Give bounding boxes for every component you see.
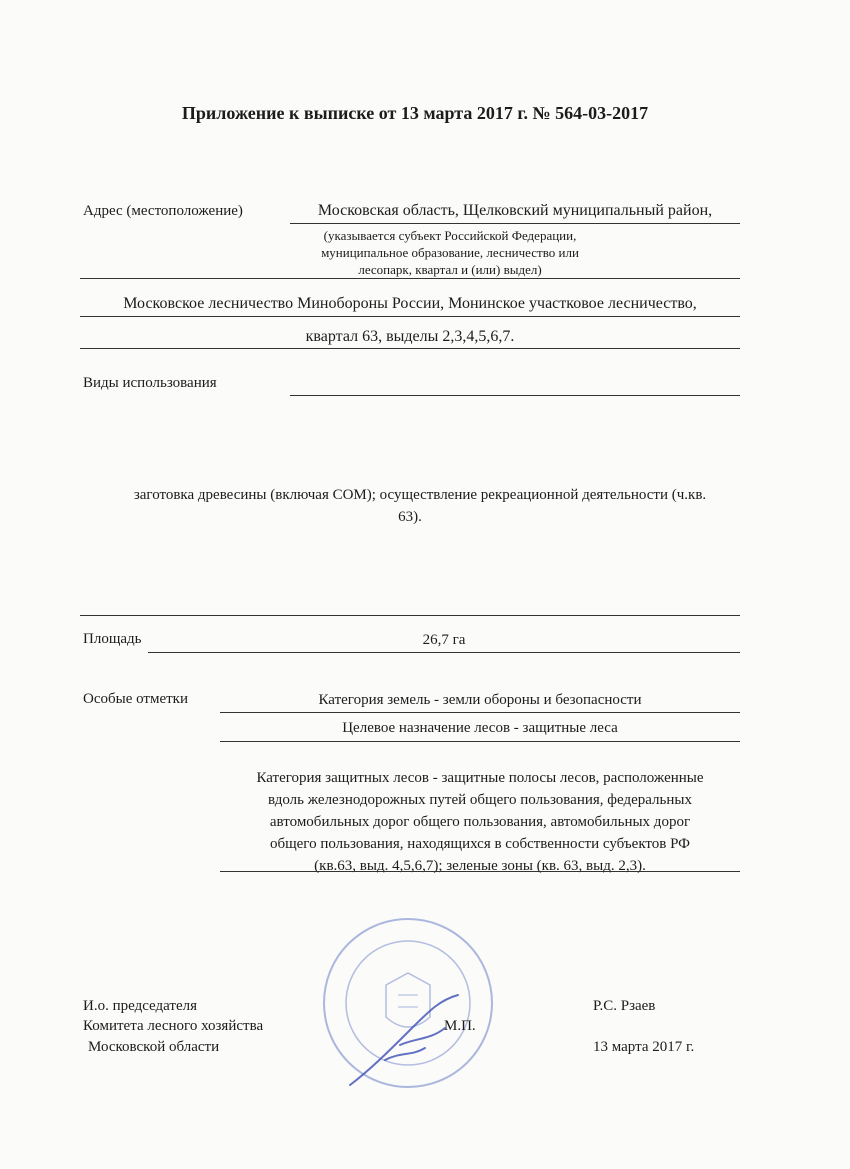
notes-rule-1: [220, 712, 740, 713]
area-value: 26,7 га: [422, 632, 466, 648]
signature-date: 13 марта 2017 г.: [593, 1039, 695, 1055]
signer-role-line3: Московской области: [88, 1039, 220, 1055]
address-rule-4: [80, 348, 740, 349]
address-line2: Московское лесничество Минобороны России, Монинское участковое лесничество,: [123, 295, 697, 312]
signer-role-line2: Комитета лесного хозяйства: [83, 1018, 264, 1034]
address-label: Адрес (местоположение): [83, 203, 243, 219]
usage-text-line1: заготовка древесины (включая СОМ); осуществление рекреационной деятельности (ч.кв.: [133, 487, 707, 503]
address-underline: [290, 223, 740, 224]
notes-label: Особые отметки: [83, 691, 188, 707]
notes-line2: Целевое назначение лесов - защитные леса: [342, 720, 618, 736]
signer-role-line1: И.о. председателя: [83, 998, 198, 1014]
notes-paragraph: [220, 767, 740, 877]
area-underline: [148, 652, 740, 653]
usage-rule-2: [80, 615, 740, 616]
usage-rule-1: [290, 395, 740, 396]
notes-para-line: Категория защитных лесов - защитные полосы лесов, расположенные: [256, 770, 704, 786]
address-line3: квартал 63, выделы 2,3,4,5,6,7.: [305, 328, 515, 345]
address-hint-line3: лесопарк, квартал и (или) выдел): [358, 262, 542, 277]
address-hint: [290, 227, 610, 278]
notes-rule-3: [220, 871, 740, 872]
usage-text-line2: 63).: [398, 509, 422, 525]
notes-para-line: вдоль железнодорожных путей общего пользования, федеральных: [268, 792, 692, 808]
address-rule-2: [80, 278, 740, 279]
notes-para-line: автомобильных дорог общего пользования, автомобильных дорог: [269, 814, 691, 830]
notes-para-line: (кв.63, выд. 4,5,6,7); зеленые зоны (кв. 63, выд. 2,3).: [314, 858, 646, 874]
area-label: Площадь: [83, 631, 142, 647]
notes-para-line: общего пользования, находящихся в собственности субъектов РФ: [269, 836, 691, 852]
address-hint-line1: (указывается субъект Российской Федерации,: [323, 228, 577, 243]
notes-rule-2: [220, 741, 740, 742]
handwritten-signature: [340, 990, 470, 1090]
stamp-place-label: М.П.: [444, 1018, 476, 1034]
usage-label: Виды использования: [83, 375, 217, 391]
notes-line1: Категория земель - земли обороны и безопасности: [318, 692, 642, 708]
address-hint-line2: муниципальное образование, лесничество или: [321, 245, 579, 260]
signer-name: Р.С. Рзаев: [593, 998, 656, 1014]
address-rule-3: [80, 316, 740, 317]
address-line1: Московская область, Щелковский муниципальный район,: [317, 202, 713, 219]
document-title: Приложение к выписке от 13 марта 2017 г. № 564-03-2017: [181, 103, 649, 123]
